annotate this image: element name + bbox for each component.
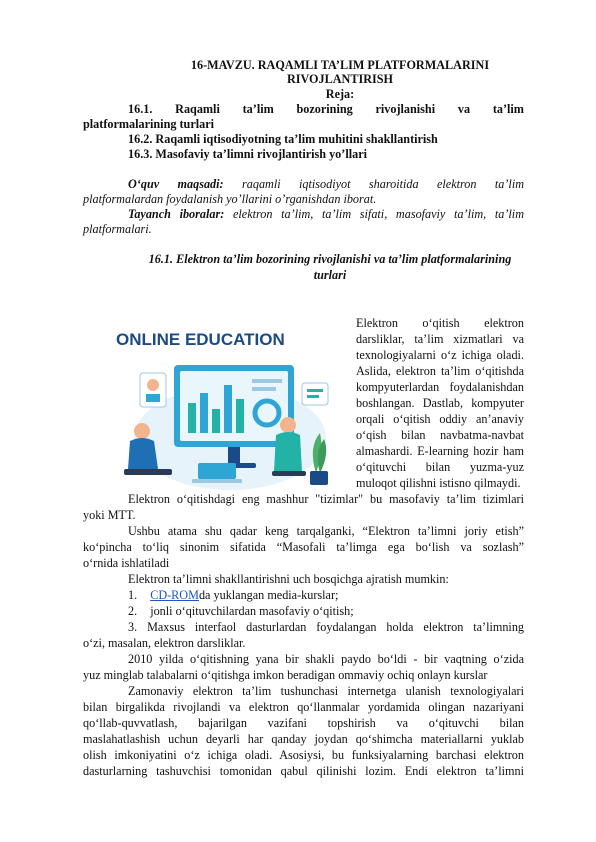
plan-word: rivojlanishi <box>375 102 436 116</box>
paragraph-line: olish imkoniyatini o‘z ichiga oladi. Asosiysi, bu funksiyalarning barchasi elektron <box>83 748 524 762</box>
list-text: da yuklangan media-kurslar; <box>198 588 339 602</box>
list-text: Maxsus interfaol dasturlardan foydalangan holda elektron ta’limning <box>147 620 525 634</box>
side-text-line: almashardi. E-learning hozir ham <box>356 444 524 458</box>
list-item-2 <box>128 604 354 618</box>
topic-title-line2: RIVOJLANTIRISH <box>286 72 394 86</box>
keywords-line2: platformalari. <box>83 222 152 236</box>
plan-word: bozorining <box>296 102 353 116</box>
topic-title-line1: 16-MAVZU. RAQAMLI TA’LIM PLATFORMALARINI <box>190 58 490 72</box>
paragraph-line: maslahatlashish uchun deyarli har qanday joydan qo‘shimcha materiallarni yuklab <box>83 732 524 746</box>
plan-word: va <box>457 102 471 116</box>
plan-word: ta’lim <box>492 102 524 116</box>
paragraph-line: yoki MTT. <box>83 508 136 522</box>
list-item-3 <box>128 620 524 634</box>
side-text-line: kompyuterlardan foydalanishdan <box>356 380 524 394</box>
paragraph-line: o‘rnida ishlatiladi <box>83 556 170 570</box>
paragraph-line: 2010 yilda o‘qitishning yana bir shakli paydo bo‘ldi - bir vaqtning o‘zida <box>128 652 524 666</box>
goal-label: O‘quv maqsadi: <box>128 177 224 191</box>
section-heading-line2: turlari <box>313 268 347 282</box>
laptop-icon <box>192 479 242 483</box>
side-text-line: texnologiyalarni o‘z ichiga oladi. <box>356 348 524 362</box>
cd-rom-link[interactable]: CD-ROM <box>150 588 199 602</box>
goal-line2: platformalardan foydalanish yo’llarini o’rganishdan iborat. <box>83 192 377 206</box>
side-text-line: muloqot qilishni istisno qilmaydi. <box>356 476 521 490</box>
keywords-text1: elektron ta’lim, ta’lim sifati, masofaviy ta’lim, ta’lim <box>232 207 524 221</box>
side-text-line: o‘qituvchi bilan yuzma-yuz <box>356 460 524 474</box>
paragraph-line: Ushbu atama shu qadar keng tarqalganki, “Elektron ta’limni joriy etish” <box>128 524 524 538</box>
side-text-line: Elektron o‘qitish elektron <box>356 316 524 330</box>
keywords-label: Tayanch iboralar: <box>128 207 225 221</box>
list-number: 3. <box>128 620 138 634</box>
teacher-icon <box>280 417 296 433</box>
side-text-line: o‘qish bilan navbatma-navbat <box>356 428 524 442</box>
side-text-line: boshlangan. Dastlab, kompyuter <box>356 396 524 410</box>
paragraph-line: yuz minglab talabalarni o‘qitishga imkon beradigan ommaviy ochiq onlayn kurslar <box>83 668 488 682</box>
list-item-1 <box>128 588 338 602</box>
paragraph-line: Elektron ta’limni shakllantirishni uch bosqichga ajratish mumkin: <box>128 572 449 586</box>
list-text: jonli o‘qituvchilardan masofaviy o‘qitish; <box>150 604 354 618</box>
goal-text1: raqamli iqtisodiyot sharoitida elektron ta’lim <box>242 177 525 191</box>
plan-item-1-cont: platformalarining turlari <box>83 117 215 131</box>
goal-line1 <box>128 177 524 191</box>
paragraph-line: ko‘pincha to‘liq sinonim sifatida “Masofali ta’limga ega bo‘lish va sozlash” <box>83 540 524 554</box>
paragraph-line: bilan birgalikda rivojlandi va elektron qo‘llanmalar yordamida olingan nazariyani <box>83 700 524 714</box>
list-number: 2. <box>128 604 138 618</box>
plan-item-1 <box>128 102 524 116</box>
illustration-caption: ONLINE EDUCATION <box>116 330 285 349</box>
keywords-line1 <box>128 207 524 221</box>
plan-word: 16.1. <box>128 102 153 116</box>
plan-word: ta’lim <box>242 102 274 116</box>
side-text-line: orqali o‘qitish oddiy an’anaviy <box>356 412 524 426</box>
paragraph-line: o‘zi, masalan, elektron darsliklar. <box>83 636 246 650</box>
paragraph-line: Elektron o‘qitishdagi eng mashhur "tizimlar" bu masofaviy ta’lim tizimlari <box>128 492 524 506</box>
section-heading-line1: 16.1. Elektron ta’lim bozorining rivojlanishi va ta’lim platformalarining <box>148 252 512 266</box>
plan-item-2: 16.2. Raqamli iqtisodiyotning ta’lim muhitini shakllantirish <box>128 132 438 146</box>
plan-word: Raqamli <box>175 102 220 116</box>
side-text-line: Aslida, elektron ta’lim o‘qitishda <box>356 364 524 378</box>
paragraph-line: Zamonaviy elektron ta’lim tushunchasi internetga ulanish texnologiyalari <box>128 684 524 698</box>
paragraph-line: dasturlarning tashuvchisi tomonidan qabul qilinishi lozim. Endi elektron ta’limni <box>83 764 524 778</box>
side-text-line: darsliklar, ta’lim xizmatlari va <box>356 332 524 346</box>
plan-item-3: 16.3. Masofaviy ta’limni rivojlantirish yo’llari <box>128 147 367 161</box>
paragraph-line: qo‘llab-quvvatlash, bajarilgan vazifani topshirish va o‘qituvchi bilan <box>83 716 524 730</box>
plan-heading: Reja: <box>325 87 355 101</box>
student-icon <box>134 423 150 439</box>
online-education-illustration <box>112 313 338 503</box>
list-number: 1. <box>128 588 138 602</box>
